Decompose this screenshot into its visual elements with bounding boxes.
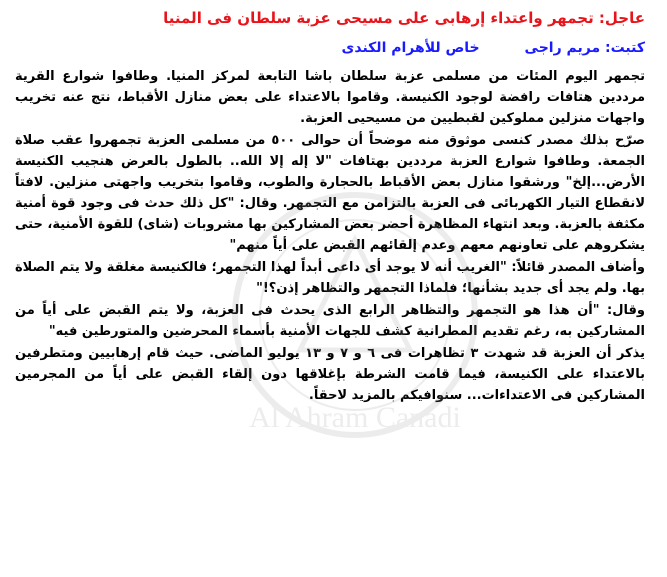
- article-paragraph: وأضاف المصدر قائلاً: "الغريب أنه لا يوجد أى داعى أبداً لهذا التجمهر؛ فالكنيسة مغلقة ولا يتم الصلاة بها. ولم يجد أى جديد بشأنها؛ فلماذا التجمهر والتظاهر إذن؟!": [15, 260, 645, 296]
- article-author: كتبت: مريم راجى: [524, 40, 645, 56]
- article-paragraph: يذكر أن العزبة قد شهدت ٣ تظاهرات فى ٦ و ٧ و ١٣ يوليو الماضى. حيث قام إرهابيين ومتطرفين بالاعتداء على الكنيسة، فيما قامت الشرطة بإغلاقها دون إلقاء القبض على أياً من المجرمين المشاركين فى الاعتداءات... سنوافيكم بالمزيد لاحقاً.: [15, 346, 645, 403]
- article-byline: [45, 38, 645, 58]
- article-source: خاص للأهرام الكندى: [341, 40, 480, 56]
- article-paragraph: وقال: "أن هذا هو التجمهر والتظاهر الرابع الذى يحدث فى العزبة، ولا يتم القبض على أياً من المشاركين به، رغم تقديم المطرانية كشف للجهات الأمنية بأسماء المحرضين والمتورطين فيه": [15, 303, 645, 339]
- watermark-text: Al Ahram Canadi: [249, 401, 461, 434]
- article-paragraph: تجمهر اليوم المئات من مسلمى عزبة سلطان باشا التابعة لمركز المنيا. وطافوا شوارع القرية مرددين هتافات رافضة لوجود الكنيسة. وقاموا بالاعتداء على بعض منازل الأقباط، نتج عنه تخريب واجهات منزلين مملوكين لقبطيين من مسيحيى العزبة.: [15, 69, 645, 126]
- article-headline: عاجل: تجمهر واعتداء إرهابى على مسيحى عزبة سلطان فى المنيا: [163, 9, 645, 27]
- article-body: [15, 66, 645, 407]
- article-paragraph: صرّح بذلك مصدر كنسى موثوق منه موضحاً أن حوالى ٥٠٠ من مسلمى العزبة تجمهروا عقب صلاة الجمعة. وطافوا شوارع العزبة مرددين بهتافات "لا إله إلا الله.. بالطول بالعرض هنجيب الكنيسة الأرض...إلخ" ورشقوا منازل بعض الأقباط بالحجارة والطوب، وقاموا بتخريب واجهتى منزلين. لافتاً لانقطاع التيار الكهربائى فى العزبة بالتزامن مع التجمهر. وقال: "كل ذلك حدث فى وجود قوة أمنية مكثفة بالعزبة. وبعد انتهاء المظاهرة أحضر بعض المشاركين بها مشروبات (شاى) للقوة الأمنية، حتى يشكروهم على تعاونهم معهم وعدم إلقائهم القبض على أياً منهم": [15, 133, 645, 253]
